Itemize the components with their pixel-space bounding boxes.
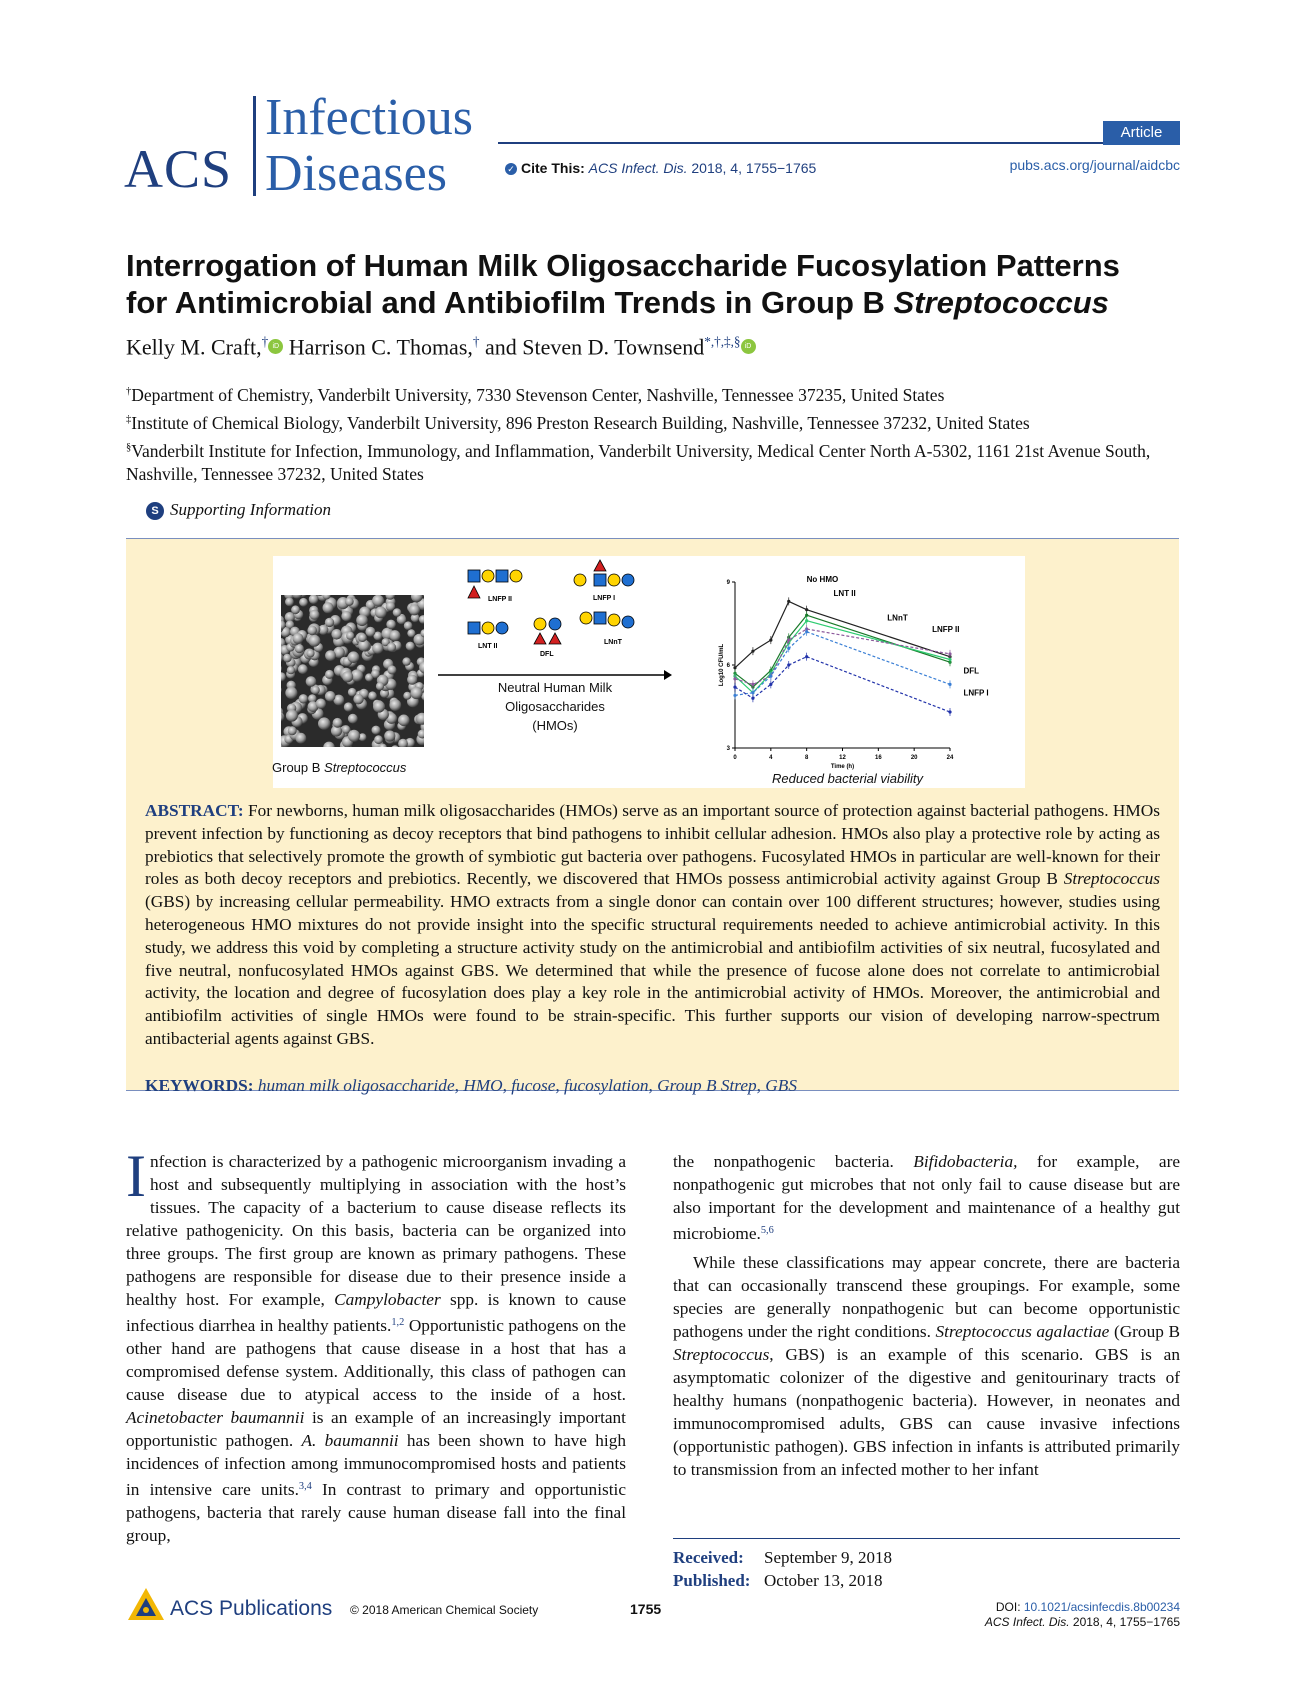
author-2[interactable]: Harrison C. Thomas, [288, 334, 473, 360]
sem-cell [316, 699, 326, 709]
sem-cell [356, 615, 368, 627]
glycan-lnfp1 [574, 560, 634, 602]
hmo-glycan-structures [460, 556, 670, 666]
acs-publications-logo-icon [126, 1586, 166, 1626]
cite-volume: 2018, 4, 1755−1765 [691, 160, 817, 176]
glycan-dfl [534, 618, 561, 658]
sem-cell [393, 608, 402, 617]
abstract-body: (GBS) by increasing cellular permeability. HMO extracts from a single donor can contain over 100 different structures; however, studies using heterogeneous HMO mixtures do not provide insight into the specific structural requirements needed to achieve antimicrobial activity. In this study, we address this void by completing a structure activity study on the antimicrobial and antibiofilm activities of six neutral, fucosylated and five neutral, nonfucosylated HMOs against GBS. We determined that while the presence of fucose alone does not correlate to antimicrobial activity, the location and degree of fucosylation does play a key role in the antimicrobial activity of HMOs. Moreover, the antimicrobial and antibiofilm activities of single HMOs were found to be strain-specific. This further supports our vision of developing narrow-spectrum antibacterial agents against GBS. [145, 892, 1160, 1048]
title-italic: Streptococcus [893, 285, 1109, 320]
sem-cell [288, 726, 297, 735]
sem-caption-italic: Streptococcus [324, 760, 407, 775]
glycan-lnt2 [468, 622, 508, 650]
body-text: nfection is characterized by a pathogenic microorganism invading a host and subsequently multiplying in association with the host’s tissues. The capacity of a bacterium to cause disease reflects its relative pathogenicity. On this basis, bacteria can be organized into three groups. The first group are known as primary pathogens. These pathogens are responsible for disease due to their presence inside a healthy host. For example, [126, 1152, 626, 1309]
sem-cell [348, 714, 358, 724]
hmo-label [475, 678, 635, 735]
sem-cell [353, 694, 363, 704]
sem-cell [286, 710, 298, 722]
abstract-heading: ABSTRACT: [145, 801, 244, 820]
x-tick-label: 0 [733, 755, 737, 761]
sem-cell [325, 650, 336, 661]
drop-cap: I [126, 1143, 146, 1209]
received-value: September 9, 2018 [764, 1548, 892, 1567]
journal-name-line1: Infectious [265, 89, 473, 146]
sem-cell [372, 595, 384, 607]
sem-cell [389, 630, 400, 641]
journal-url-link[interactable]: pubs.acs.org/journal/aidcbc [1009, 157, 1180, 173]
cite-label: Cite This: [521, 160, 585, 176]
y-axis-label: Log10 CFU/mL [719, 643, 725, 687]
sem-cell [371, 669, 380, 678]
supporting-info-label: Supporting Information [170, 500, 332, 519]
sem-cell [387, 643, 396, 652]
affil-mark: ‡ [126, 414, 132, 425]
sem-cell [386, 602, 395, 611]
title-line2: for Antimicrobial and Antibiofilm Trends in Group B [126, 285, 894, 320]
sem-cell [299, 694, 308, 703]
supporting-info-icon: S [146, 502, 164, 520]
sem-cell [308, 635, 320, 647]
author-1[interactable]: Kelly M. Craft, [126, 334, 262, 360]
body-text: has been shown to have high incidences of infection among immunocompromised hosts and patients in intensive care units. [126, 1431, 626, 1499]
affil-mark: † [126, 386, 132, 397]
body-text: While these classifications may appear concrete, there are bacteria that can occasionally transcend these groupings. For example, some species are generally nonpathogenic but can become opportunistic pathogens under the right conditions. [673, 1253, 1180, 1341]
body-text: the nonpathogenic bacteria. [673, 1152, 914, 1171]
sem-cell [291, 605, 300, 614]
published-value: October 13, 2018 [764, 1571, 883, 1590]
author-3[interactable]: and Steven D. Townsend [484, 334, 705, 360]
sem-cell [299, 598, 308, 607]
glycan-label: LNT II [478, 643, 498, 650]
series-line [735, 621, 950, 693]
sem-cell [325, 691, 336, 702]
doi-link[interactable]: 10.1021/acsinfecdis.8b00234 [1023, 1600, 1180, 1614]
series-label: LNT II [833, 588, 856, 598]
abstract-body: For newborns, human milk oligosaccharides (HMOs) serve as an important source of protection against bacterial pathogens. HMOs prevent infection by functioning as decoy receptors that bind pathogens to inhibit cellular adhesion. HMOs also play a protective role by acting as prebiotics that selectively promote the growth of symbiotic gut bacteria over pathogens. Fucosylated HMOs in particular are well-known for their roles as both decoy receptors and prebiotics. Recently, we discovered that HMOs possess antimicrobial activity against Group B [145, 801, 1160, 889]
sem-cell [342, 671, 353, 682]
sem-cell [376, 682, 384, 690]
series-line [735, 629, 950, 684]
sem-cell [346, 632, 354, 640]
x-tick-label: 8 [804, 755, 809, 761]
acs-publications-text: ACS Publications [170, 1597, 333, 1620]
sem-cell [407, 629, 415, 637]
affiliation-3 [126, 436, 1186, 486]
hmo-label-line: Neutral Human Milk [497, 680, 613, 695]
series-label: DFL [963, 666, 979, 676]
body-italic: Streptococcus agalactiae [935, 1322, 1110, 1341]
x-tick-label: 24 [946, 755, 954, 761]
sem-cell [296, 733, 307, 744]
sem-cell [293, 633, 304, 644]
abstract-italic: Streptococcus [1063, 869, 1160, 889]
cite-this[interactable] [505, 160, 816, 176]
article-type-badge: Article [1103, 121, 1180, 145]
body-italic: A. baumannii [301, 1431, 399, 1450]
glycan-label: LNnT [604, 639, 622, 646]
growth-curve-chart [680, 570, 1025, 770]
body-italic: Streptococcus [673, 1345, 770, 1364]
body-text: (Group B [1109, 1322, 1180, 1341]
abstract-text [145, 800, 1160, 1051]
series-line [735, 632, 950, 696]
sem-cell [358, 633, 367, 642]
affil-text: Institute of Chemical Biology, Vanderbilt University, 896 Preston Research Building, Nashville, Tennessee 37232, United States [131, 412, 1030, 433]
viability-caption: Reduced bacterial viability [772, 771, 924, 786]
author-3-affil: *,†,‡,§ [704, 334, 741, 349]
sem-cell [375, 607, 387, 619]
sem-cell [409, 604, 420, 615]
affiliation-2 [126, 408, 1186, 435]
sem-cell [407, 675, 417, 685]
header-rule [498, 142, 1180, 144]
journal-name-line2: Diseases [265, 145, 447, 202]
title-line1: Interrogation of Human Milk Oligosaccharide Fucosylation Patterns [126, 248, 1120, 283]
keywords [145, 1076, 1160, 1096]
sem-caption [272, 760, 406, 775]
orcid-icon[interactable]: iD [268, 339, 283, 354]
sem-cell [373, 701, 385, 713]
sem-cell [311, 686, 320, 695]
sem-cell [389, 699, 401, 711]
published-date [673, 1571, 883, 1591]
sem-cell [410, 687, 422, 699]
sem-cell [406, 642, 415, 651]
y-tick-label: 6 [726, 663, 730, 669]
glycan-label: DFL [540, 651, 554, 658]
x-tick-label: 4 [769, 755, 773, 761]
citation-link[interactable]: 5,6 [760, 1225, 774, 1236]
series-label: No HMO [806, 575, 839, 584]
body-text: , GBS) is an example of this scenario. GBS is an asymptomatic colonizer of the digestive and genitourinary tracts of healthy humans (nonpathogenic bacteria). However, in neonates and immunocompromised adults, GBS can cause invasive infections (opportunistic pathogen). GBS infection in infants is attributed primarily to transmission from an infected mother to her infant [673, 1345, 1180, 1479]
sem-cell [348, 651, 360, 663]
sem-cell [404, 621, 413, 630]
doi-block [985, 1600, 1180, 1630]
citation-link[interactable]: 3,4 [298, 1481, 312, 1492]
author-list [126, 334, 756, 360]
series-label: LNFP II [932, 624, 960, 634]
glycan-label: LNFP II [488, 596, 512, 603]
keywords-list: human milk oligosaccharide, HMO, fucose, fucosylation, Group B Strep, GBS [257, 1076, 797, 1095]
sem-cell [310, 610, 320, 620]
sem-micrograph-image [281, 595, 424, 747]
series-label: LNFP I [963, 688, 989, 698]
sem-cell [348, 730, 360, 742]
sem-cell [345, 597, 354, 606]
sem-cell [368, 691, 377, 700]
logo-divider [253, 96, 256, 196]
published-label: Published: [673, 1571, 751, 1590]
footer-journal: ACS Infect. Dis. [984, 1615, 1070, 1629]
sem-cell [287, 666, 295, 674]
sem-cell [374, 735, 383, 744]
sem-cell [325, 618, 334, 627]
y-tick-label: 3 [726, 746, 730, 752]
body-text: spp. is known to cause infectious diarrhea in healthy patients. [126, 1290, 626, 1335]
sem-cell [333, 718, 343, 728]
sem-cell [372, 643, 383, 654]
keywords-heading: KEYWORDS: [145, 1076, 254, 1095]
series-label: LNnT [887, 613, 908, 623]
sem-cell [344, 702, 353, 711]
article-title [126, 247, 1186, 321]
hmo-label-line: (HMOs) [532, 718, 578, 733]
check-icon: ✓ [505, 163, 517, 175]
body-text: for example, are nonpathogenic gut microbes that not only fail to cause disease but are also important for the development and maintenance of a healthy gut microbiome. [673, 1152, 1180, 1243]
sem-cell [285, 687, 297, 699]
sem-cell [306, 649, 314, 657]
copyright: © 2018 American Chemical Society [350, 1603, 539, 1617]
citation-link[interactable]: 1,2 [391, 1317, 405, 1328]
x-tick-label: 16 [874, 755, 882, 761]
doi-label: DOI: [995, 1600, 1024, 1614]
series-line [735, 601, 950, 667]
author-2-affil: † [472, 334, 480, 349]
body-text: is an example of an increasingly important opportunistic pathogen. [126, 1408, 626, 1450]
body-italic: Campylobacter [334, 1290, 441, 1309]
sem-cell [398, 715, 410, 727]
received-date [673, 1548, 892, 1568]
sem-cell [306, 676, 317, 687]
sem-cell [318, 717, 330, 729]
body-italic: Acinetobacter baumannii [126, 1408, 305, 1427]
sem-cell [372, 726, 381, 735]
dates-rule [673, 1538, 1180, 1539]
author-1-affil: † [261, 334, 269, 349]
sem-cell [365, 627, 375, 637]
sem-cell [402, 657, 410, 665]
body-text: In contrast to primary and opportunistic pathogens, bacteria that rarely cause human disease fall into the final group, [126, 1480, 626, 1545]
x-axis-label: Time (h) [830, 764, 855, 770]
sem-cell [331, 629, 342, 640]
x-tick-label: 20 [910, 755, 918, 761]
page-number: 1755 [630, 1601, 662, 1617]
sem-cell [388, 665, 397, 674]
sem-cell [323, 602, 334, 613]
sem-cell [285, 598, 294, 607]
sem-cell [403, 692, 411, 700]
footer-volume: 2018, 4, 1755−1765 [1069, 1615, 1180, 1629]
affil-text: Department of Chemistry, Vanderbilt University, 7330 Stevenson Center, Nashville, Tennessee 37235, United States [131, 384, 945, 405]
sem-cell [298, 664, 308, 674]
received-label: Received: [673, 1548, 744, 1567]
hmo-label-line: Oligosaccharides [505, 699, 605, 714]
glycan-label: LNFP I [593, 595, 616, 602]
sem-cell [341, 611, 351, 621]
sem-cell [386, 620, 396, 630]
affil-mark: § [126, 442, 132, 453]
x-tick-label: 12 [839, 755, 846, 761]
body-italic: Bifidobacteria, [913, 1152, 1018, 1171]
sem-cell [283, 654, 292, 663]
orcid-icon[interactable]: iD [741, 339, 756, 354]
cite-journal: ACS Infect. Dis. [588, 160, 688, 176]
supporting-info-link[interactable] [146, 500, 331, 520]
y-tick-label: 9 [726, 580, 730, 586]
glycan-lnfp2 [468, 570, 522, 603]
glycan-lnnt [580, 612, 634, 646]
affil-text: Vanderbilt Institute for Infection, Immunology, and Inflammation, Vanderbilt University, Medical Center North A-5302, 1161 21st Avenue South, Nashville, Tennessee 37232, United States [126, 440, 1151, 484]
sem-cell [325, 670, 334, 679]
body-text: Opportunistic pathogens on the other hand are pathogens that cause disease in a host that has a compromised defense system. Additionally, this class of pathogen can cause disease due to atypical access to the inside of a host. [126, 1316, 626, 1404]
sem-caption-text: Group B [272, 760, 325, 775]
series-line [735, 657, 950, 712]
acs-logo-text: ACS [124, 139, 233, 199]
body-column-right [673, 1150, 1180, 1481]
sem-cell [384, 730, 395, 741]
body-column-left [126, 1143, 626, 1547]
sem-cell [307, 626, 317, 636]
affiliation-1 [126, 380, 1186, 407]
